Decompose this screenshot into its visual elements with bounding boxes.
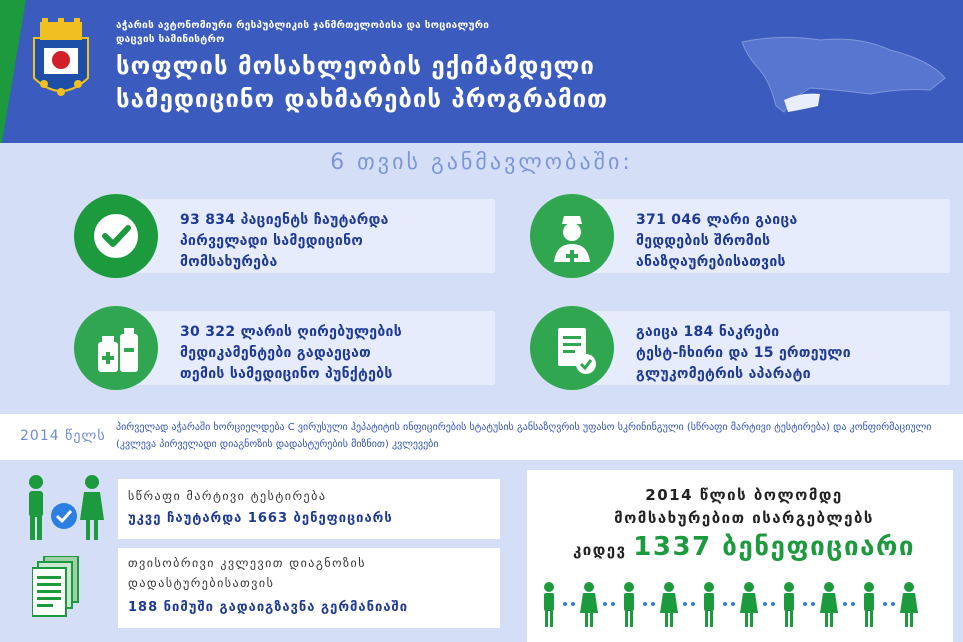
people-check-icon — [20, 474, 110, 544]
band-text: პირველად აჭარაში ხორციელდება C ვირუსული ჰეპატიტის ინფიცირების სტატუსის განსაზღვრის უფასო სკრინინგული (სწრაფი მარტივი ტესტირება) და კონფირმაციული (კვლევა პირველადი დიაგნოზის დადასტურების მიზნით) კვლევები — [116, 422, 932, 450]
title-line-1: სოფლის მოსახლეობის ექიმამდელი — [116, 52, 595, 80]
stat-number-1: 93 834 — [180, 212, 236, 228]
header-banner — [0, 0, 963, 143]
qualitative-test-label-2: დადასტურებისათვის — [128, 576, 275, 590]
forecast-text: 2014 წლის ბოლომდე მომსახურებით ისარგებლებს — [614, 486, 874, 527]
qualitative-test-value: 188 ნიმუში გადაიგზავნა გერმანიაში — [128, 600, 409, 615]
qualitative-test-label-1: თვისობრივი კვლევით დიაგნოზის — [128, 556, 367, 570]
forecast-number: 1337 ბენეფიციარი — [633, 532, 916, 562]
stat-number-4: 184 — [683, 324, 714, 340]
band-year: 2014 წელს — [20, 428, 106, 444]
forecast-number-line: კიდევ 1337 ბენეფიციარი — [572, 532, 916, 562]
rapid-test-box — [118, 479, 500, 539]
stat-circle-3 — [74, 306, 158, 390]
info-band — [0, 414, 963, 460]
medicine-bottles-icon — [74, 306, 158, 390]
stat-text-3: 30 322 ლარის ღირებულების მედიკამენტები გადაეცათ თემის სამედიცინო პუნქტებს — [180, 324, 403, 382]
rapid-test-value: უკვე ჩაუტარდა 1663 ბენეფიციარს — [128, 511, 393, 526]
stat-circle-2 — [530, 194, 614, 278]
stat-text-2: 371 046 ლარი გაიცა მედდების შრომის ანაზღაურებისათვის — [636, 212, 798, 270]
stat-circle-1 — [74, 194, 158, 278]
check-icon — [74, 194, 158, 278]
ministry-name: აჭარის ავტონომიური რესპუბლიკის ჯანმრთელობისა და სოციალური დაცვის სამინისტრო — [116, 20, 490, 45]
stat-number-2: 371 046 — [636, 212, 702, 228]
forecast-box — [527, 470, 953, 642]
stat-number-3: 30 322 — [180, 324, 236, 340]
rapid-test-label: სწრაფი მარტივი ტესტირება — [128, 489, 327, 503]
title-line-2: სამედიცინო დახმარების პროგრამით — [116, 85, 609, 113]
coat-of-arms-icon — [30, 18, 92, 104]
stat-circle-4 — [530, 306, 614, 390]
qualitative-test-box — [118, 548, 500, 628]
stat-text-1: 93 834 პაციენტს ჩაუტარდა პირველადი სამედიცინო მომსახურება — [180, 212, 389, 270]
green-accent — [0, 0, 26, 143]
period-subtitle: 6 თვის განმავლობაში: — [330, 150, 633, 175]
nurse-icon — [530, 194, 614, 278]
checklist-icon — [530, 306, 614, 390]
stat-text-4: გაიცა 184 ნაკრები ტესტ-ჩხირი და 15 ერთეული გლუკომეტრის აპარატი — [636, 324, 851, 382]
people-row-icon — [541, 582, 941, 632]
page-title — [116, 50, 816, 116]
georgia-map-icon — [740, 30, 950, 115]
documents-icon — [32, 556, 82, 620]
